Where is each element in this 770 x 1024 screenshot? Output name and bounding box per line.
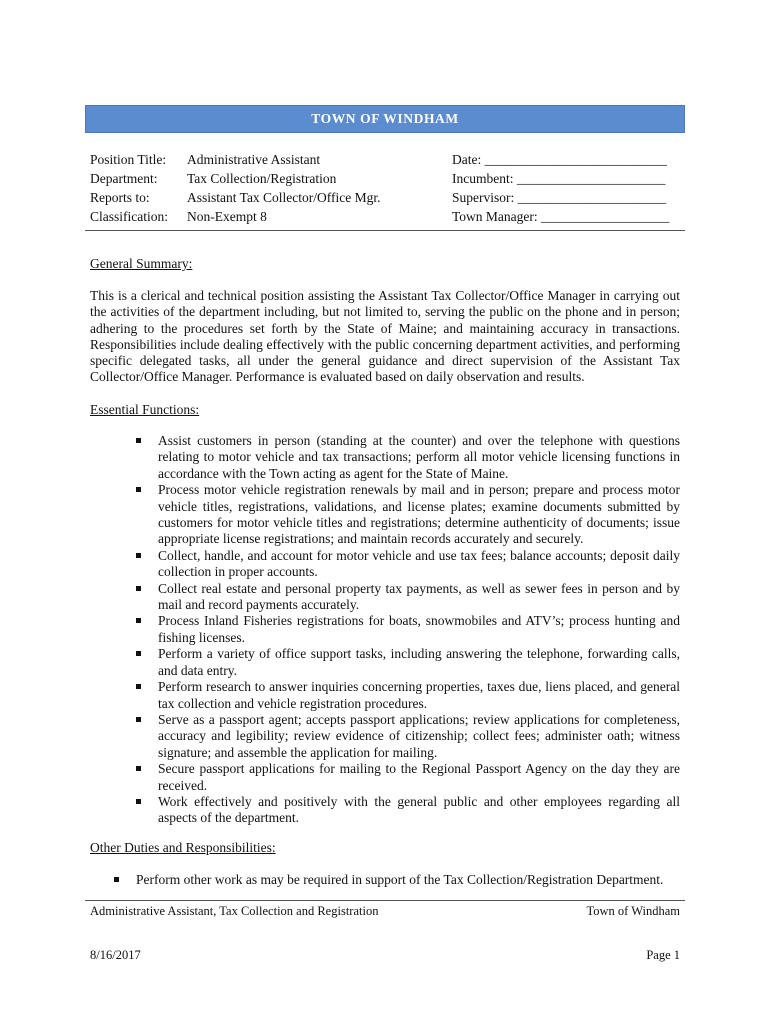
- list-item: [90, 872, 680, 888]
- list-item-text: Perform a variety of office support tasks, including answering the telephone, forwarding calls, and data entry.: [158, 646, 680, 678]
- info-row-classification: [90, 207, 685, 226]
- supervisor-field: Supervisor: ______________________: [452, 190, 667, 205]
- general-summary-heading: General Summary:: [90, 256, 193, 271]
- footer-divider: [85, 900, 685, 901]
- list-item: [90, 613, 680, 646]
- footer-date: 8/16/2017: [90, 948, 141, 962]
- bullet-icon: [136, 651, 141, 656]
- reports-to-value: Assistant Tax Collector/Office Mgr.: [187, 190, 381, 205]
- essential-functions-heading: Essential Functions:: [90, 402, 200, 417]
- list-item-text: Collect real estate and personal property tax payments, as well as sewer fees in person and by mail and record payments accurately.: [158, 580, 680, 613]
- essential-functions-list: [90, 433, 680, 827]
- footer-job-title: Administrative Assistant, Tax Collection and Registration: [90, 904, 379, 918]
- position-info-block: [90, 150, 685, 226]
- bullet-icon: [114, 877, 119, 882]
- incumbent-field: Incumbent: ______________________: [452, 171, 666, 186]
- list-item-text: Perform research to answer inquiries concerning properties, taxes due, liens placed, and general tax collection and vehicle registration procedures.: [158, 679, 680, 711]
- list-item-text: Assist customers in person (standing at the counter) and over the telephone with questions relating to motor vehicle and tax transactions; perform all motor vehicle licensing functions in accordance with the Town acting as agent for the State of Maine.: [158, 433, 680, 481]
- reports-to-label: Reports to:: [90, 190, 150, 205]
- bullet-icon: [136, 618, 141, 623]
- header-banner: [85, 105, 685, 133]
- page-number: Page 1: [646, 948, 680, 962]
- list-item-text: Process Inland Fisheries registrations for boats, snowmobiles and ATV’s; process hunting and fishing licenses.: [158, 613, 680, 645]
- department-label: Department:: [90, 171, 158, 186]
- footer-organization: Town of Windham: [586, 904, 680, 918]
- list-item-text: Secure passport applications for mailing to the Regional Passport Agency on the day they are received.: [158, 761, 680, 793]
- position-title-value: Administrative Assistant: [187, 152, 321, 167]
- list-item-text: Perform other work as may be required in support of the Tax Collection/Registration Department.: [136, 872, 664, 887]
- info-row-position-title: [90, 150, 685, 169]
- classification-label: Classification:: [90, 209, 168, 224]
- list-item-text: Serve as a passport agent; accepts passport applications; review applications for completeness, accuracy and legibility; review evidence of citizenship; collect fees; administer oath; witness signature; and assemble the application for mailing.: [158, 711, 680, 760]
- info-row-department: [90, 169, 685, 188]
- other-duties-heading: Other Duties and Responsibilities:: [90, 840, 276, 855]
- list-item-text: Process motor vehicle registration renewals by mail and in person; prepare and process motor vehicle titles, registrations, validations, and license plates; examine documents submitted by customers for motor vehicle titles and registrations; determine authenticity of documents; issue appropriate license registrations; and maintain records accurately and securely.: [158, 482, 680, 547]
- list-item: [90, 581, 680, 614]
- bullet-icon: [136, 438, 141, 443]
- list-item: [90, 646, 680, 679]
- info-row-reports-to: [90, 188, 685, 207]
- bullet-icon: [136, 799, 141, 804]
- document-title: TOWN OF WINDHAM: [311, 111, 459, 126]
- list-item-text: Work effectively and positively with the general public and other employees regarding all aspects of the department.: [158, 793, 680, 826]
- list-item: [90, 679, 680, 712]
- bullet-icon: [136, 586, 141, 591]
- bullet-icon: [136, 684, 141, 689]
- list-item: [90, 761, 680, 794]
- list-item: [90, 482, 680, 548]
- list-item: [90, 712, 680, 761]
- date-field: Date: ___________________________: [452, 152, 667, 167]
- bullet-icon: [136, 766, 141, 771]
- general-summary-text: This is a clerical and technical position assisting the Assistant Tax Collector/Office Manager in carrying out the activities of the department including, but not limited to, serving the public on the phone and in person; adhering to the procedures set forth by the State of Maine; and maintaining accuracy in transactions. Responsibilities include dealing effectively with the public concerning department activities, and performing specific delegated tasks, all under the general guidance and direct supervision of the Assistant Tax Collector/Office Manager. Performance is evaluated based on daily observation and results.: [90, 288, 680, 385]
- town-manager-field: Town Manager: ___________________: [452, 209, 670, 224]
- list-item: [90, 794, 680, 827]
- bullet-icon: [136, 717, 141, 722]
- list-item: [90, 548, 680, 581]
- bullet-icon: [136, 553, 141, 558]
- list-item-text: Collect, handle, and account for motor vehicle and use tax fees; balance accounts; deposit daily collection in proper accounts.: [158, 547, 680, 580]
- info-divider: [85, 230, 685, 231]
- classification-value: Non-Exempt 8: [187, 209, 267, 224]
- position-title-label: Position Title:: [90, 152, 167, 167]
- bullet-icon: [136, 487, 141, 492]
- department-value: Tax Collection/Registration: [187, 171, 337, 186]
- list-item: [90, 433, 680, 482]
